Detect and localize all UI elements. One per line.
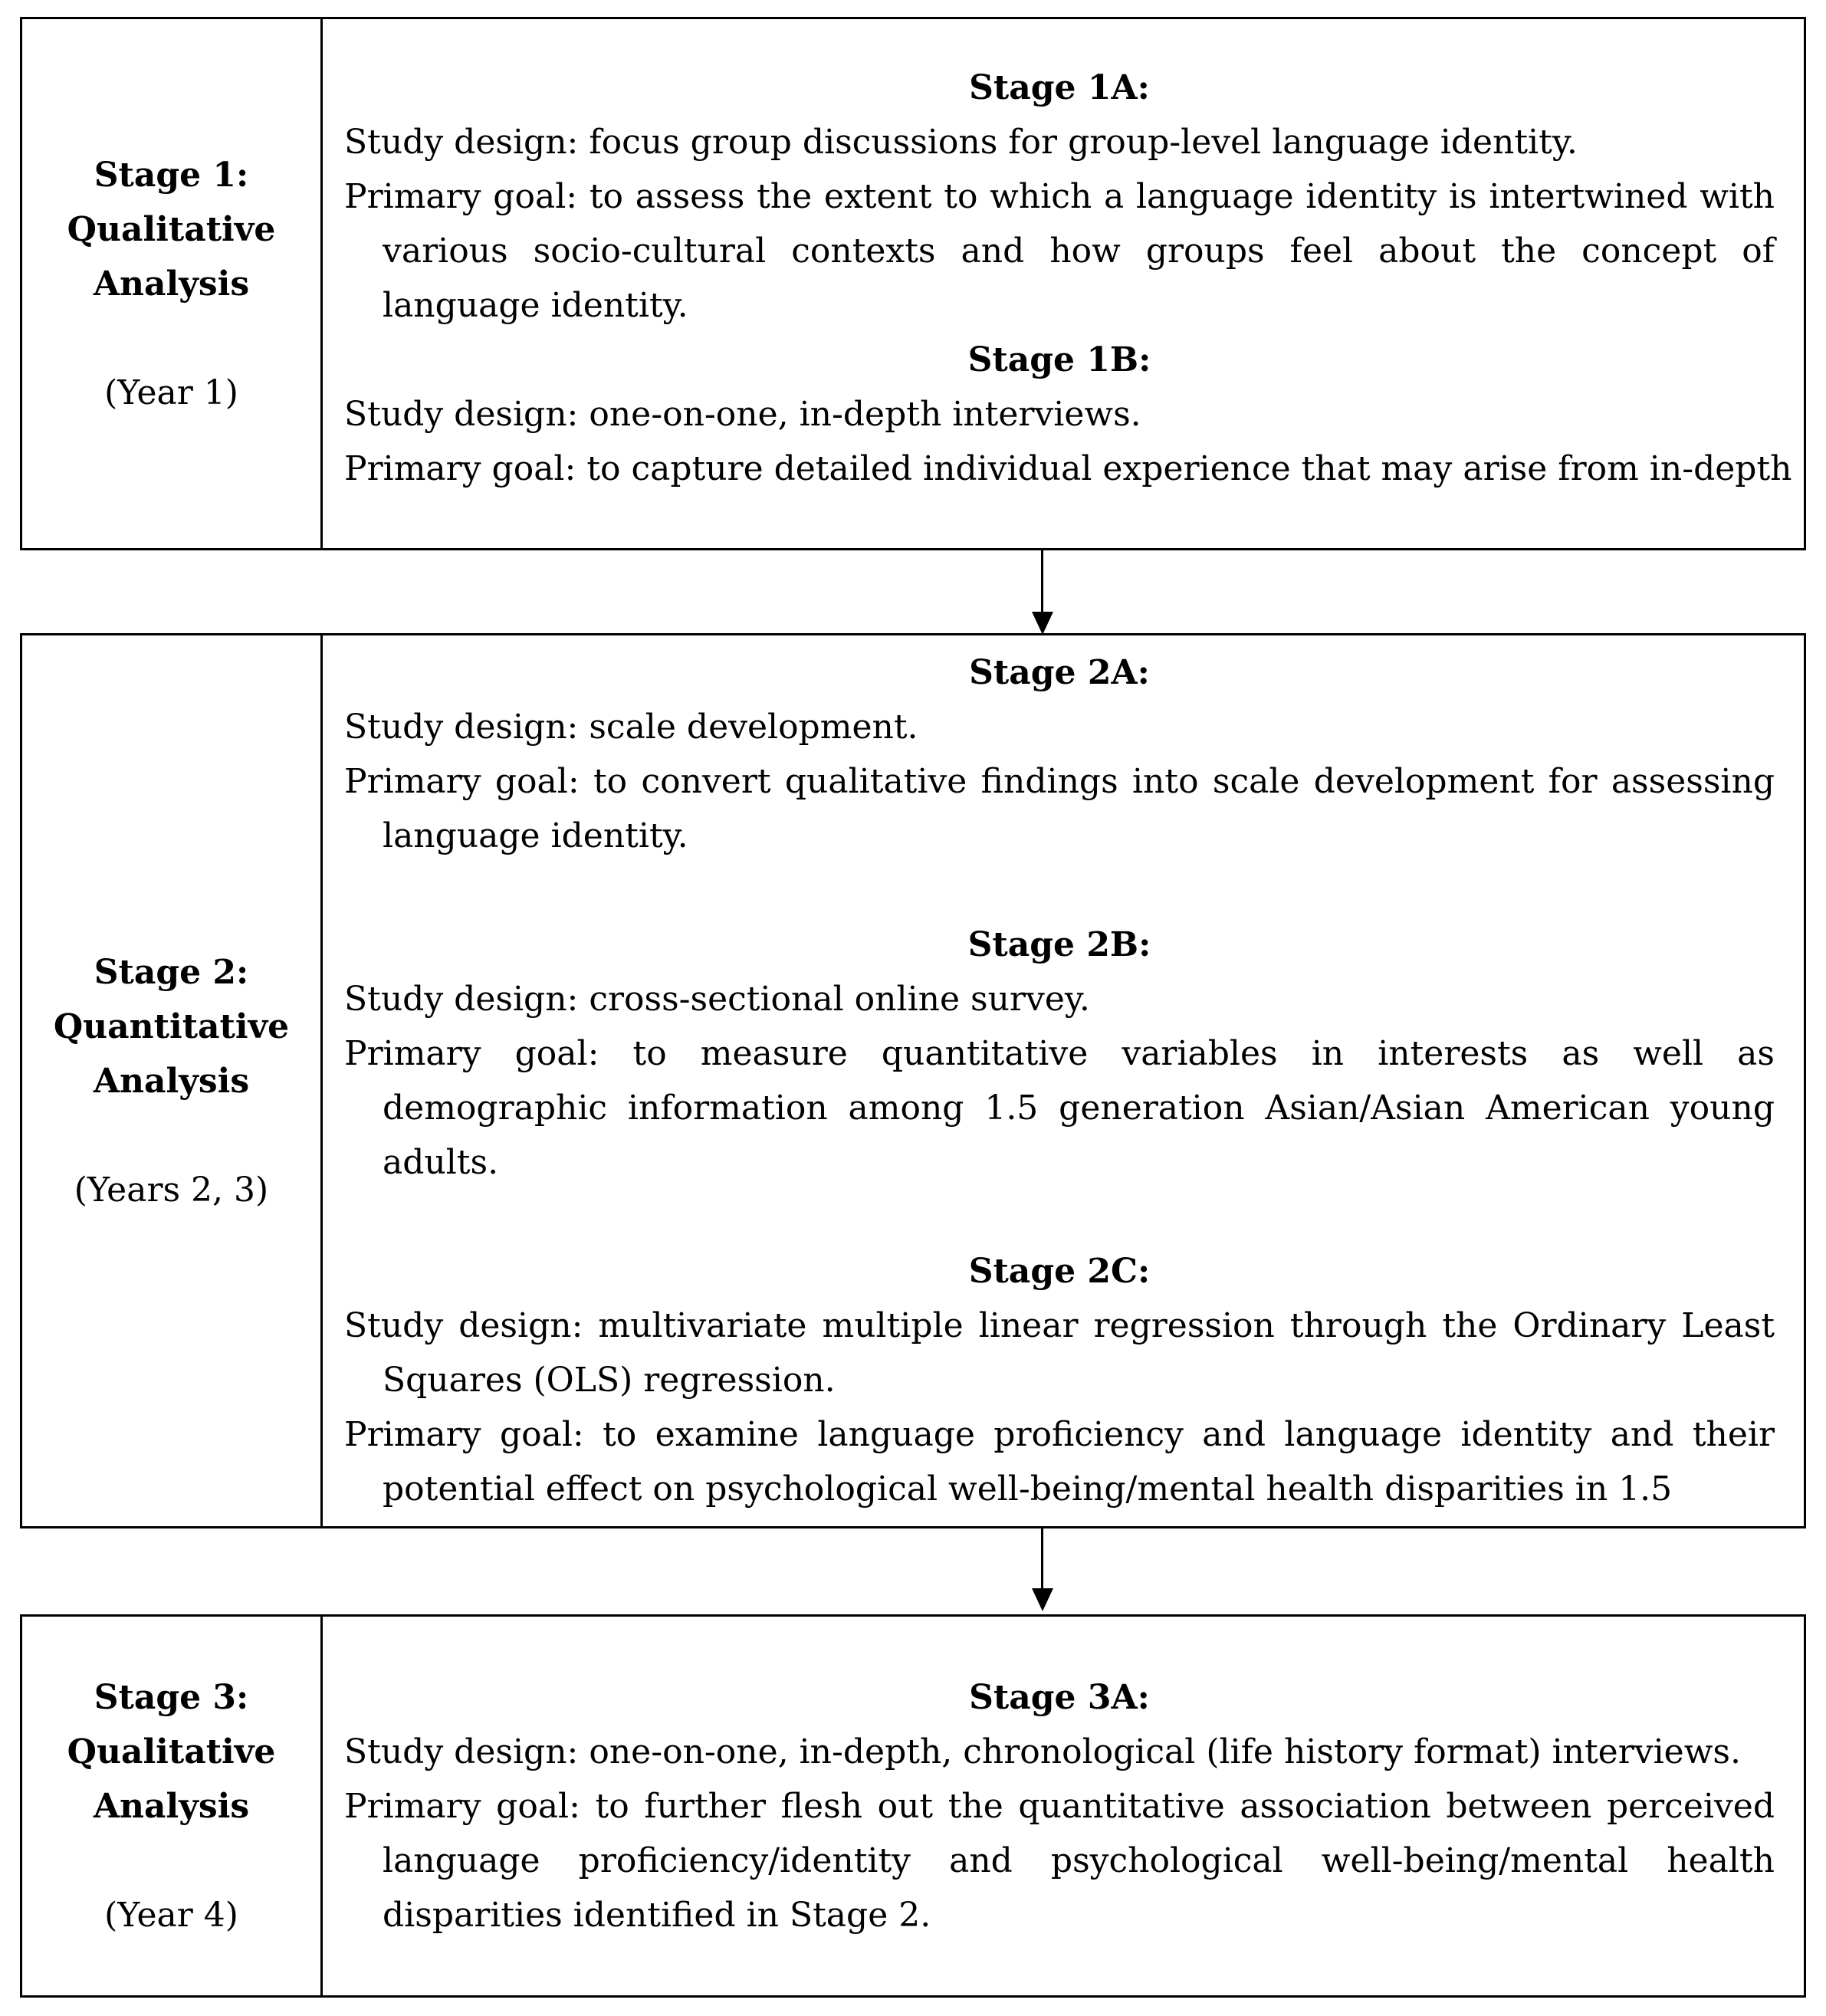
stage-1a-label: Stage 1A: bbox=[969, 68, 1150, 107]
stage-2a-label: Stage 2A: bbox=[969, 653, 1150, 692]
stage-2a-goal: Primary goal: to convert qualitative findings into scale development for assessing language identity. bbox=[344, 762, 1775, 855]
stage-2-gap-2 bbox=[344, 1190, 1775, 1244]
stage-1a-design: Study design: focus group discussions for group-level language identity. bbox=[344, 123, 1578, 162]
arrow-stage-2-to-3 bbox=[1032, 1528, 1053, 1613]
arrow-1-head bbox=[1032, 612, 1053, 635]
stage-2b-goal: Primary goal: to measure quantitative variables in interests as well as demographic information among 1.5 generation Asian/Asian American young adults. bbox=[344, 1034, 1775, 1182]
stage-2-label-cell bbox=[22, 635, 323, 1526]
stage-3-label-cell bbox=[22, 1617, 323, 1995]
stage-2-box bbox=[20, 633, 1806, 1528]
stage-2-years: (Years 2, 3) bbox=[74, 1170, 269, 1210]
stage-3-years: (Year 4) bbox=[104, 1895, 238, 1935]
stage-2c-label: Stage 2C: bbox=[968, 1252, 1151, 1291]
stage-1-content-cell bbox=[323, 19, 1804, 548]
stage-3-box bbox=[20, 1614, 1806, 1998]
stage-1a-goal: Primary goal: to assess the extent to which a language identity is intertwined with various socio-cultural contexts and how groups feel about the concept of language identity. bbox=[344, 177, 1775, 325]
stage-3a-design: Study design: one-on-one, in-depth, chronological (life history format) interviews. bbox=[344, 1732, 1741, 1771]
stage-2-gap-1 bbox=[344, 863, 1775, 918]
stage-3-content-cell bbox=[323, 1617, 1804, 1995]
stage-2c-goal: Primary goal: to examine language proficiency and language identity and their potential effect on psychological well-being/mental health disparities in 1.5 bbox=[344, 1415, 1775, 1509]
stage-2a-design: Study design: scale development. bbox=[344, 708, 918, 747]
stage-3a-goal: Primary goal: to further flesh out the quantitative association between perceived language proficiency/identity and psychological well-being/mental health disparities identified in Stage 2. bbox=[344, 1786, 1775, 1935]
stage-1b-design: Study design: one-on-one, in-depth interviews. bbox=[344, 395, 1141, 434]
stage-3a-label: Stage 3A: bbox=[969, 1677, 1150, 1717]
stage-2-title: Stage 2: bbox=[94, 952, 249, 992]
stage-2c-design: Study design: multivariate multiple linear regression through the Ordinary Least Squares (OLS) regression. bbox=[344, 1306, 1775, 1400]
stage-2b-label: Stage 2B: bbox=[967, 925, 1151, 964]
stage-1-box bbox=[20, 17, 1806, 550]
stage-2-type: Quantitative bbox=[53, 1006, 290, 1046]
arrow-1-line bbox=[1041, 550, 1043, 613]
stage-3-title: Stage 3: bbox=[94, 1677, 249, 1717]
stage-1-label-cell bbox=[22, 19, 323, 548]
stage-3-analysis: Analysis bbox=[93, 1786, 250, 1826]
arrow-stage-1-to-2 bbox=[1032, 550, 1053, 635]
stage-1-title: Stage 1: bbox=[94, 155, 249, 195]
arrow-2-head bbox=[1032, 1588, 1053, 1611]
stage-2-content-cell bbox=[323, 635, 1804, 1526]
stage-1b-label: Stage 1B: bbox=[967, 340, 1151, 379]
stage-2-analysis: Analysis bbox=[93, 1061, 250, 1101]
arrow-2-line bbox=[1041, 1528, 1043, 1590]
stage-1-type: Qualitative bbox=[67, 209, 276, 249]
stage-1-analysis: Analysis bbox=[93, 264, 250, 304]
stage-1b-goal: Primary goal: to capture detailed individual experience that may arise from in-depth bbox=[344, 449, 1792, 488]
stage-2b-design: Study design: cross-sectional online survey. bbox=[344, 980, 1090, 1019]
stage-1-years: (Year 1) bbox=[104, 373, 238, 412]
stage-3-type: Qualitative bbox=[67, 1732, 276, 1771]
